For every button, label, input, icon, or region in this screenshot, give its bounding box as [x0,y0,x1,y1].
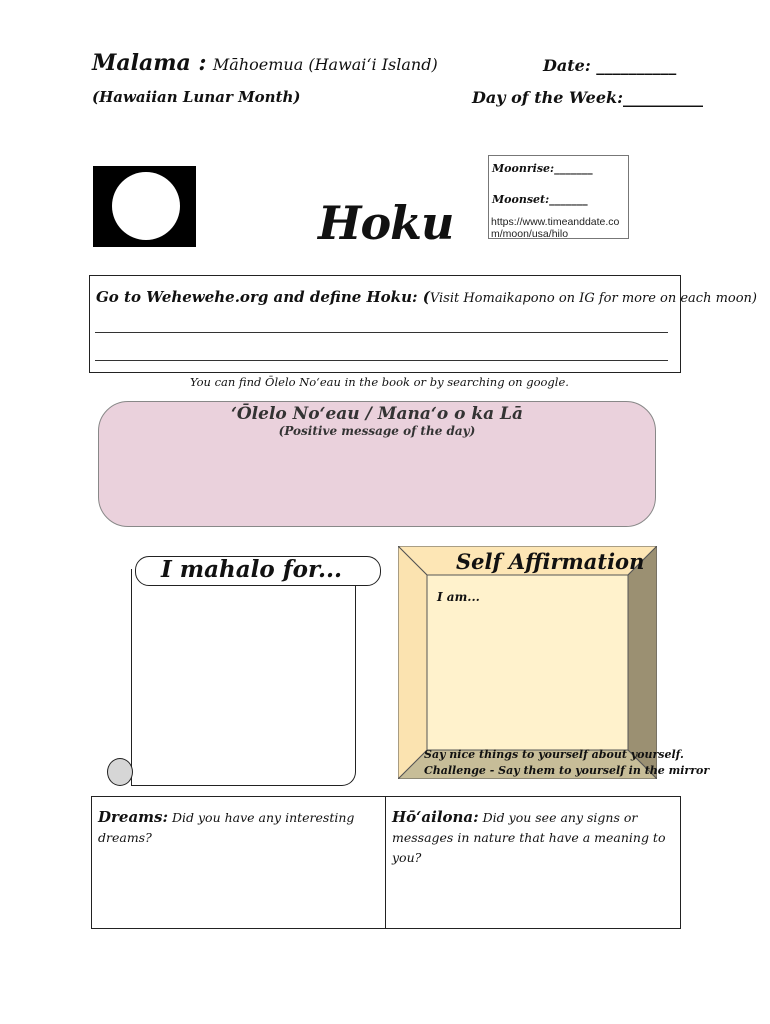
mahalo-title: I mahalo for... [161,556,342,583]
moon-name: Hoku [318,196,454,250]
affirmation-frame [398,546,657,779]
writing-line [95,332,668,333]
hoailona-cell [392,807,680,868]
scroll-curl-icon [107,758,133,786]
full-moon-icon [93,166,196,247]
olelo-noeau-box [98,401,656,527]
writing-line [95,360,668,361]
affirmation-note: Say nice things to yourself about yourself. [424,748,684,761]
moonrise-field: Moonrise:_______ [492,162,593,175]
olelo-subtitle: (Positive message of the day) [278,424,476,438]
reflection-table [91,796,681,929]
day-of-week-field: Day of the Week:__________ [472,88,704,107]
date-field: Date: __________ [543,56,677,75]
dreams-cell [98,807,368,848]
define-prompt [96,288,757,306]
moon-disc [112,172,180,240]
affirmation-challenge: Challenge - Say them to yourself in the mirror [424,764,710,777]
moon-url: https://www.timeanddate.com/moon/usa/hilo [491,216,620,240]
define-prompt-main: Go to Wehewehe.org and define Hoku: ( [96,288,430,306]
define-prompt-note: Visit Homaikapono on IG for more on each moon) [429,291,758,306]
find-note: You can find Ōlelo No‘eau in the book or by searching on google. [190,375,569,389]
month-name: Māhoemua (Hawai‘i Island) [212,55,438,74]
define-box [89,275,758,373]
month-title [92,50,438,76]
affirmation-prompt: I am... [437,590,480,604]
month-subtitle: (Hawaiian Lunar Month) [92,88,301,106]
affirmation-title: Self Affirmation [456,549,645,574]
hoailona-label: Hō‘ailona: [392,808,479,826]
moonset-field: Moonset:_______ [492,193,588,206]
malama-label: Malama : [92,50,207,76]
olelo-title: ‘Ōlelo No‘eau / Mana‘o o ka Lā [230,404,524,424]
moon-times-box [488,155,629,239]
table-divider [385,797,386,928]
dreams-label: Dreams: [98,808,169,826]
hoailona-question: Did you see any signs or messages in nature that have a meaning to you? [392,810,666,865]
mahalo-scroll-body [131,569,356,786]
dreams-question: Did you have any interesting dreams? [98,810,355,845]
